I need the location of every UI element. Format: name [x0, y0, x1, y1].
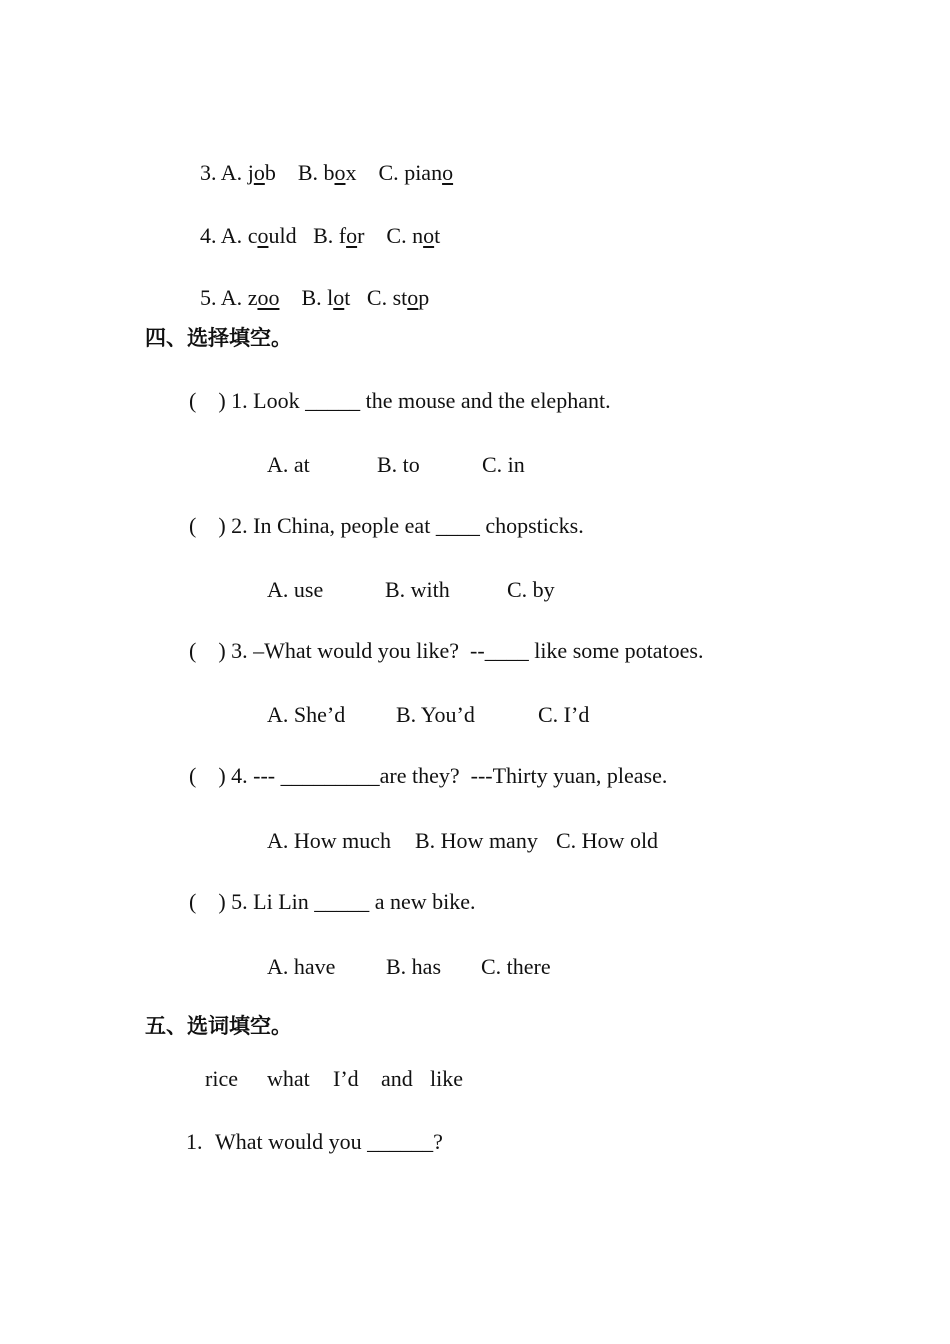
option-b-label: B. — [301, 285, 322, 310]
question-4-option-b: B. How many — [415, 828, 538, 853]
question-5-option-c: C. there — [481, 954, 551, 979]
option-a-word: zoo — [247, 285, 280, 310]
question-5-option-a: A. have — [267, 954, 336, 979]
item-number: 4. — [200, 223, 217, 248]
option-b-word: lot — [327, 285, 351, 310]
question-3-option-a: A. She’d — [267, 702, 346, 727]
question-1-stem: ( ) 1. Look _____ the mouse and the elephant. — [189, 388, 611, 413]
option-c-label: C. — [386, 223, 407, 248]
word-bank-what: what — [267, 1066, 310, 1091]
question-5-stem: ( ) 5. Li Lin _____ a new bike. — [189, 889, 476, 914]
option-c-word: piano — [404, 160, 454, 185]
option-b-word: for — [338, 223, 365, 248]
option-b-word: box — [323, 160, 357, 185]
pronunciation-item-4 — [189, 203, 440, 247]
question-1-option-c: C. in — [482, 452, 525, 477]
section-5-heading: 五、选词填空。 — [145, 1014, 292, 1038]
option-c-label: C. — [366, 285, 388, 310]
question-1-option-a: A. at — [267, 452, 310, 477]
question-4-option-a: A. How much — [267, 828, 392, 853]
option-a-label: A. — [220, 223, 243, 248]
pronunciation-item-5 — [189, 265, 429, 309]
question-4-stem: ( ) 4. --- _________are they? ---Thirty yuan, please. — [189, 763, 668, 788]
question-1-option-b: B. to — [377, 452, 420, 477]
option-c-label: C. — [378, 160, 399, 185]
question-4-option-c: C. How old — [556, 828, 659, 853]
question-2-option-a: A. use — [267, 577, 324, 602]
option-a-label: A. — [220, 285, 243, 310]
option-c-word: not — [412, 223, 441, 248]
question-2-option-c: C. by — [507, 577, 555, 602]
option-b-label: B. — [313, 223, 334, 248]
question-3-option-c: C. I’d — [538, 702, 590, 727]
word-bank-rice: rice — [205, 1066, 238, 1091]
option-a-word: job — [247, 160, 276, 185]
question-3-option-b: B. You’d — [396, 702, 475, 727]
fill-item-text: What would you ______? — [215, 1129, 443, 1154]
section-4-heading: 四、选择填空。 — [145, 326, 292, 350]
option-a-label: A. — [220, 160, 243, 185]
option-c-word: stop — [392, 285, 430, 310]
option-a-word: could — [247, 223, 297, 248]
option-b-label: B. — [297, 160, 318, 185]
question-2-stem: ( ) 2. In China, people eat ____ chopsticks. — [189, 513, 584, 538]
question-3-stem: ( ) 3. –What would you like? --____ like some potatoes. — [189, 638, 704, 663]
question-2-option-b: B. with — [385, 577, 450, 602]
pronunciation-item-3 — [189, 140, 453, 184]
question-5-option-b: B. has — [386, 954, 441, 979]
item-number: 3. — [200, 160, 217, 185]
word-bank-like: like — [430, 1066, 463, 1091]
word-bank-id: I’d — [333, 1066, 359, 1091]
item-number: 5. — [200, 285, 217, 310]
word-bank-and: and — [381, 1066, 413, 1091]
fill-item-number: 1. — [186, 1129, 203, 1154]
